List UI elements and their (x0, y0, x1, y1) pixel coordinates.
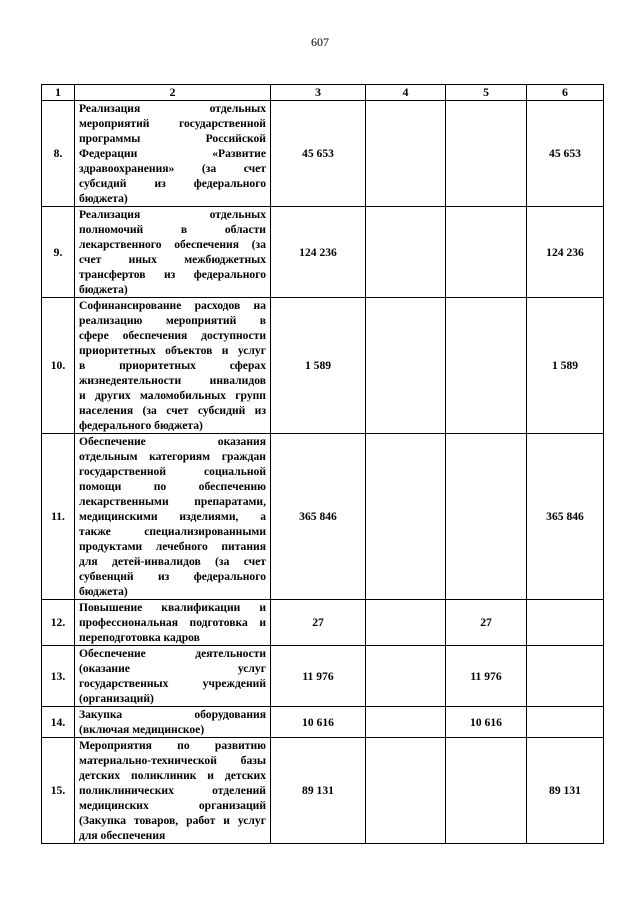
description-line: (оказание услуг (79, 662, 266, 675)
row-description (75, 101, 271, 207)
amount-c3: 124 236 (271, 207, 366, 298)
description-line: жизнедеятельности инвалидов (79, 374, 266, 387)
description-line: отдельным категориям граждан (79, 450, 266, 463)
amount-c6: 89 131 (527, 738, 604, 844)
description-line: государственной социальной (79, 465, 266, 478)
description-line: населения (за счет субсидий из (79, 404, 266, 417)
amount-c3: 89 131 (271, 738, 366, 844)
description-line: лекарственными препаратами, (79, 495, 266, 508)
description-line: трансфертов из федерального (79, 268, 266, 281)
description-line: счет иных межбюджетных (79, 253, 266, 266)
table-row (42, 707, 604, 738)
table-row (42, 600, 604, 646)
row-description (75, 298, 271, 434)
description-line: бюджета) (79, 283, 128, 296)
amount-c3: 365 846 (271, 434, 366, 600)
description-line: Реализация отдельных (79, 102, 266, 115)
description-line: переподготовка кадров (79, 631, 200, 644)
description-line: помощи по обеспечению (79, 480, 266, 493)
amount-c6: 1 589 (527, 298, 604, 434)
description-line: в приоритетных сферах (79, 359, 266, 372)
description-line: приоритетных объектов и услуг (79, 344, 266, 357)
description-line: программы Российской (79, 132, 266, 145)
column-header: 3 (271, 85, 366, 101)
row-number: 12. (42, 600, 75, 646)
amount-c4 (366, 434, 446, 600)
description-line: для обеспечения (79, 829, 166, 842)
description-line: мероприятий государственной (79, 117, 266, 130)
amount-c5: 11 976 (446, 646, 527, 707)
amount-c5 (446, 434, 527, 600)
amount-c6 (527, 600, 604, 646)
amount-c4 (366, 707, 446, 738)
table-row (42, 207, 604, 298)
table-row (42, 101, 604, 207)
description-line: поликлинических отделений (79, 784, 266, 797)
amount-c3: 27 (271, 600, 366, 646)
description-line: Федерации «Развитие (79, 147, 266, 160)
description-line: детских поликлиник и детских (79, 769, 266, 782)
description-line: полномочий в области (79, 223, 266, 236)
description-line: Софинансирование расходов на (79, 299, 266, 312)
amount-c5: 27 (446, 600, 527, 646)
column-header: 4 (366, 85, 446, 101)
description-line: медицинскими изделиями, а (79, 510, 266, 523)
amount-c5 (446, 207, 527, 298)
amount-c5 (446, 298, 527, 434)
amount-c4 (366, 298, 446, 434)
amount-c5: 10 616 (446, 707, 527, 738)
amount-c6 (527, 646, 604, 707)
amount-c5 (446, 738, 527, 844)
row-number: 13. (42, 646, 75, 707)
row-number: 8. (42, 101, 75, 207)
amount-c6 (527, 707, 604, 738)
page-number: 607 (311, 35, 329, 49)
row-number: 14. (42, 707, 75, 738)
description-line: реализацию мероприятий в (79, 314, 266, 327)
amount-c3: 1 589 (271, 298, 366, 434)
description-line: бюджета) (79, 585, 128, 598)
amount-c4 (366, 646, 446, 707)
row-description (75, 738, 271, 844)
row-description (75, 434, 271, 600)
description-line: субвенций из федерального (79, 570, 266, 583)
row-description (75, 646, 271, 707)
row-description (75, 600, 271, 646)
description-line: продуктами лечебного питания (79, 540, 266, 553)
amount-c4 (366, 600, 446, 646)
amount-c4 (366, 207, 446, 298)
description-line: профессиональная подготовка и (79, 616, 266, 629)
description-line: бюджета) (79, 192, 128, 205)
description-line: государственных учреждений (79, 677, 266, 690)
description-line: федерального бюджета) (79, 419, 203, 432)
description-line: (организаций) (79, 692, 154, 705)
row-number: 15. (42, 738, 75, 844)
description-line: Реализация отдельных (79, 208, 266, 221)
description-line: Закупка оборудования (79, 708, 266, 721)
description-line: Обеспечение оказания (79, 435, 266, 448)
description-line: для детей-инвалидов (за счет (79, 555, 266, 568)
description-line: материально-технической базы (79, 754, 266, 767)
amount-c3: 45 653 (271, 101, 366, 207)
column-header: 1 (42, 85, 75, 101)
row-number: 9. (42, 207, 75, 298)
description-line: субсидий из федерального (79, 177, 266, 190)
budget-table (41, 84, 604, 844)
table-row (42, 298, 604, 434)
row-description (75, 707, 271, 738)
column-header: 6 (527, 85, 604, 101)
table-header-row (42, 85, 604, 101)
amount-c5 (446, 101, 527, 207)
row-number: 10. (42, 298, 75, 434)
amount-c6: 45 653 (527, 101, 604, 207)
column-header: 2 (75, 85, 271, 101)
table-row (42, 738, 604, 844)
description-line: (включая медицинское) (79, 723, 205, 736)
description-line: Повышение квалификации и (79, 601, 266, 614)
description-line: сфере обеспечения доступности (79, 329, 266, 342)
description-line: и других маломобильных групп (79, 389, 266, 402)
amount-c4 (366, 738, 446, 844)
description-line: (Закупка товаров, работ и услуг (79, 814, 266, 827)
description-line: Обеспечение деятельности (79, 647, 266, 660)
amount-c6: 124 236 (527, 207, 604, 298)
table-row (42, 646, 604, 707)
description-line: также специализированными (79, 525, 266, 538)
amount-c6: 365 846 (527, 434, 604, 600)
description-line: здравоохранения» (за счет (79, 162, 266, 175)
description-line: Мероприятия по развитию (79, 739, 266, 752)
table-row (42, 434, 604, 600)
column-header: 5 (446, 85, 527, 101)
amount-c3: 10 616 (271, 707, 366, 738)
amount-c3: 11 976 (271, 646, 366, 707)
description-line: медицинских организаций (79, 799, 266, 812)
row-description (75, 207, 271, 298)
row-number: 11. (42, 434, 75, 600)
description-line: лекарственного обеспечения (за (79, 238, 266, 251)
amount-c4 (366, 101, 446, 207)
